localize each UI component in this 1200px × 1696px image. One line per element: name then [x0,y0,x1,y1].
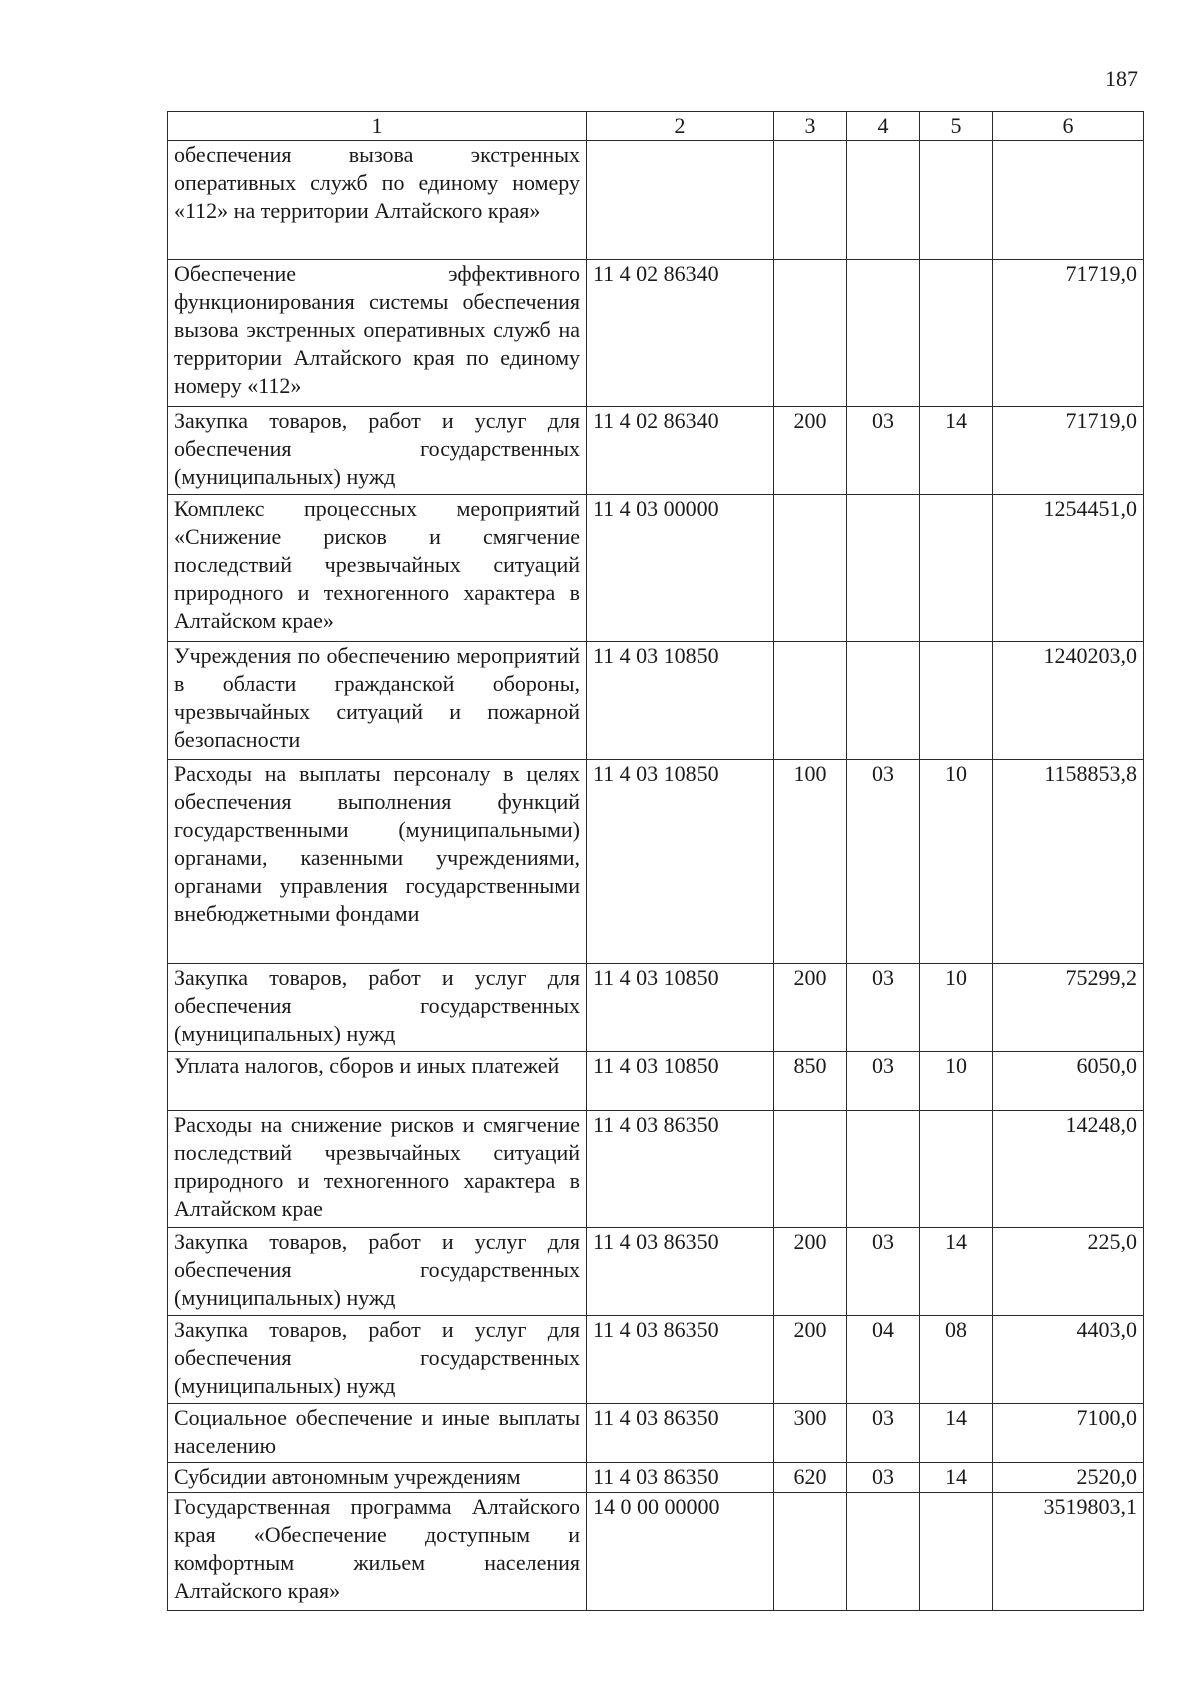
row-col4 [847,1111,920,1228]
row-amount: 71719,0 [993,260,1144,407]
row-col4: 03 [847,964,920,1052]
table-row [168,964,1144,1052]
table-row [168,1493,1144,1611]
row-col5 [920,495,993,642]
row-code: 11 4 02 86340 [587,260,774,407]
row-code: 11 4 03 00000 [587,495,774,642]
row-col3: 200 [774,1316,847,1404]
row-code: 11 4 03 86350 [587,1463,774,1493]
row-amount: 2520,0 [993,1463,1144,1493]
row-name: Уплата налогов, сборов и иных платежей [168,1052,587,1111]
budget-table [167,111,1144,1611]
row-col3 [774,1111,847,1228]
row-code: 11 4 03 10850 [587,964,774,1052]
row-name: Комплекс процессных мероприятий «Снижение рисков и смягчение последствий чрезвычайных ситуаций природного и техногенного характера в Алтайском крае» [168,495,587,642]
row-col4: 03 [847,1052,920,1111]
row-col3 [774,1493,847,1611]
table-row [168,1228,1144,1316]
row-col5 [920,1493,993,1611]
row-amount: 4403,0 [993,1316,1144,1404]
row-col5: 14 [920,407,993,495]
row-col3: 200 [774,407,847,495]
row-code: 11 4 02 86340 [587,407,774,495]
row-name: Закупка товаров, работ и услуг для обеспечения государственных (муниципальных) нужд [168,1228,587,1316]
row-col5: 08 [920,1316,993,1404]
col-header-1: 1 [168,112,587,141]
table-row [168,1404,1144,1463]
row-amount: 225,0 [993,1228,1144,1316]
row-name: Закупка товаров, работ и услуг для обеспечения государственных (муниципальных) нужд [168,964,587,1052]
row-code: 11 4 03 10850 [587,760,774,964]
row-code: 11 4 03 86350 [587,1111,774,1228]
row-col4: 03 [847,407,920,495]
row-amount: 1254451,0 [993,495,1144,642]
table-row [168,642,1144,760]
table-row [168,1463,1144,1493]
col-header-6: 6 [993,112,1144,141]
table-row [168,495,1144,642]
row-col5 [920,260,993,407]
row-col4: 03 [847,1404,920,1463]
row-col3: 620 [774,1463,847,1493]
table-row [168,260,1144,407]
row-col5: 14 [920,1228,993,1316]
row-col4 [847,141,920,260]
row-amount: 3519803,1 [993,1493,1144,1611]
row-col4: 03 [847,1463,920,1493]
table-row [168,1316,1144,1404]
row-amount [993,141,1144,260]
row-name: обеспечения вызова экстренных оперативных служб по единому номеру «112» на территории Алтайского края» [168,141,587,260]
row-name: Учреждения по обеспечению мероприятий в области гражданской обороны, чрезвычайных ситуаций и пожарной безопасности [168,642,587,760]
row-col4: 03 [847,1228,920,1316]
row-col5: 10 [920,1052,993,1111]
row-code [587,141,774,260]
table-row [168,1052,1144,1111]
row-col3 [774,495,847,642]
row-col3: 300 [774,1404,847,1463]
row-name: Государственная программа Алтайского края «Обеспечение доступным и комфортным жильем населения Алтайского края» [168,1493,587,1611]
row-col3: 850 [774,1052,847,1111]
row-col4 [847,260,920,407]
row-col4: 03 [847,760,920,964]
col-header-5: 5 [920,112,993,141]
table-row [168,1111,1144,1228]
row-col4 [847,495,920,642]
row-amount: 14248,0 [993,1111,1144,1228]
row-col4: 04 [847,1316,920,1404]
row-col5: 14 [920,1404,993,1463]
row-col5 [920,1111,993,1228]
row-code: 11 4 03 86350 [587,1316,774,1404]
row-col4 [847,642,920,760]
row-code: 11 4 03 86350 [587,1228,774,1316]
row-col3: 200 [774,964,847,1052]
header-row [168,112,1144,141]
row-amount: 71719,0 [993,407,1144,495]
row-col3 [774,260,847,407]
row-name: Расходы на снижение рисков и смягчение последствий чрезвычайных ситуаций природного и техногенного характера в Алтайском крае [168,1111,587,1228]
row-name: Социальное обеспечение и иные выплаты населению [168,1404,587,1463]
row-code: 11 4 03 10850 [587,642,774,760]
row-col5: 14 [920,1463,993,1493]
row-col3 [774,141,847,260]
col-header-4: 4 [847,112,920,141]
row-code: 11 4 03 10850 [587,1052,774,1111]
col-header-3: 3 [774,112,847,141]
row-col5: 10 [920,964,993,1052]
col-header-2: 2 [587,112,774,141]
row-amount: 6050,0 [993,1052,1144,1111]
row-col3: 100 [774,760,847,964]
row-col3: 200 [774,1228,847,1316]
row-amount: 1240203,0 [993,642,1144,760]
row-name: Обеспечение эффективного функционирования системы обеспечения вызова экстренных оперативных служб на территории Алтайского края по единому номеру «112» [168,260,587,407]
table-row [168,141,1144,260]
row-name: Расходы на выплаты персоналу в целях обеспечения выполнения функций государственными (муниципальными) органами, казенными учреждениями, органами управления государственными внебюджетными фондами [168,760,587,964]
row-col4 [847,1493,920,1611]
table-row [168,760,1144,964]
row-code: 14 0 00 00000 [587,1493,774,1611]
row-col3 [774,642,847,760]
row-amount: 7100,0 [993,1404,1144,1463]
row-col5 [920,141,993,260]
row-name: Закупка товаров, работ и услуг для обеспечения государственных (муниципальных) нужд [168,1316,587,1404]
row-amount: 1158853,8 [993,760,1144,964]
row-amount: 75299,2 [993,964,1144,1052]
row-name: Субсидии автономным учреждениям [168,1463,587,1493]
row-col5: 10 [920,760,993,964]
row-name: Закупка товаров, работ и услуг для обеспечения государственных (муниципальных) нужд [168,407,587,495]
page-number: 187 [1105,66,1138,91]
table-row [168,407,1144,495]
row-col5 [920,642,993,760]
row-code: 11 4 03 86350 [587,1404,774,1463]
